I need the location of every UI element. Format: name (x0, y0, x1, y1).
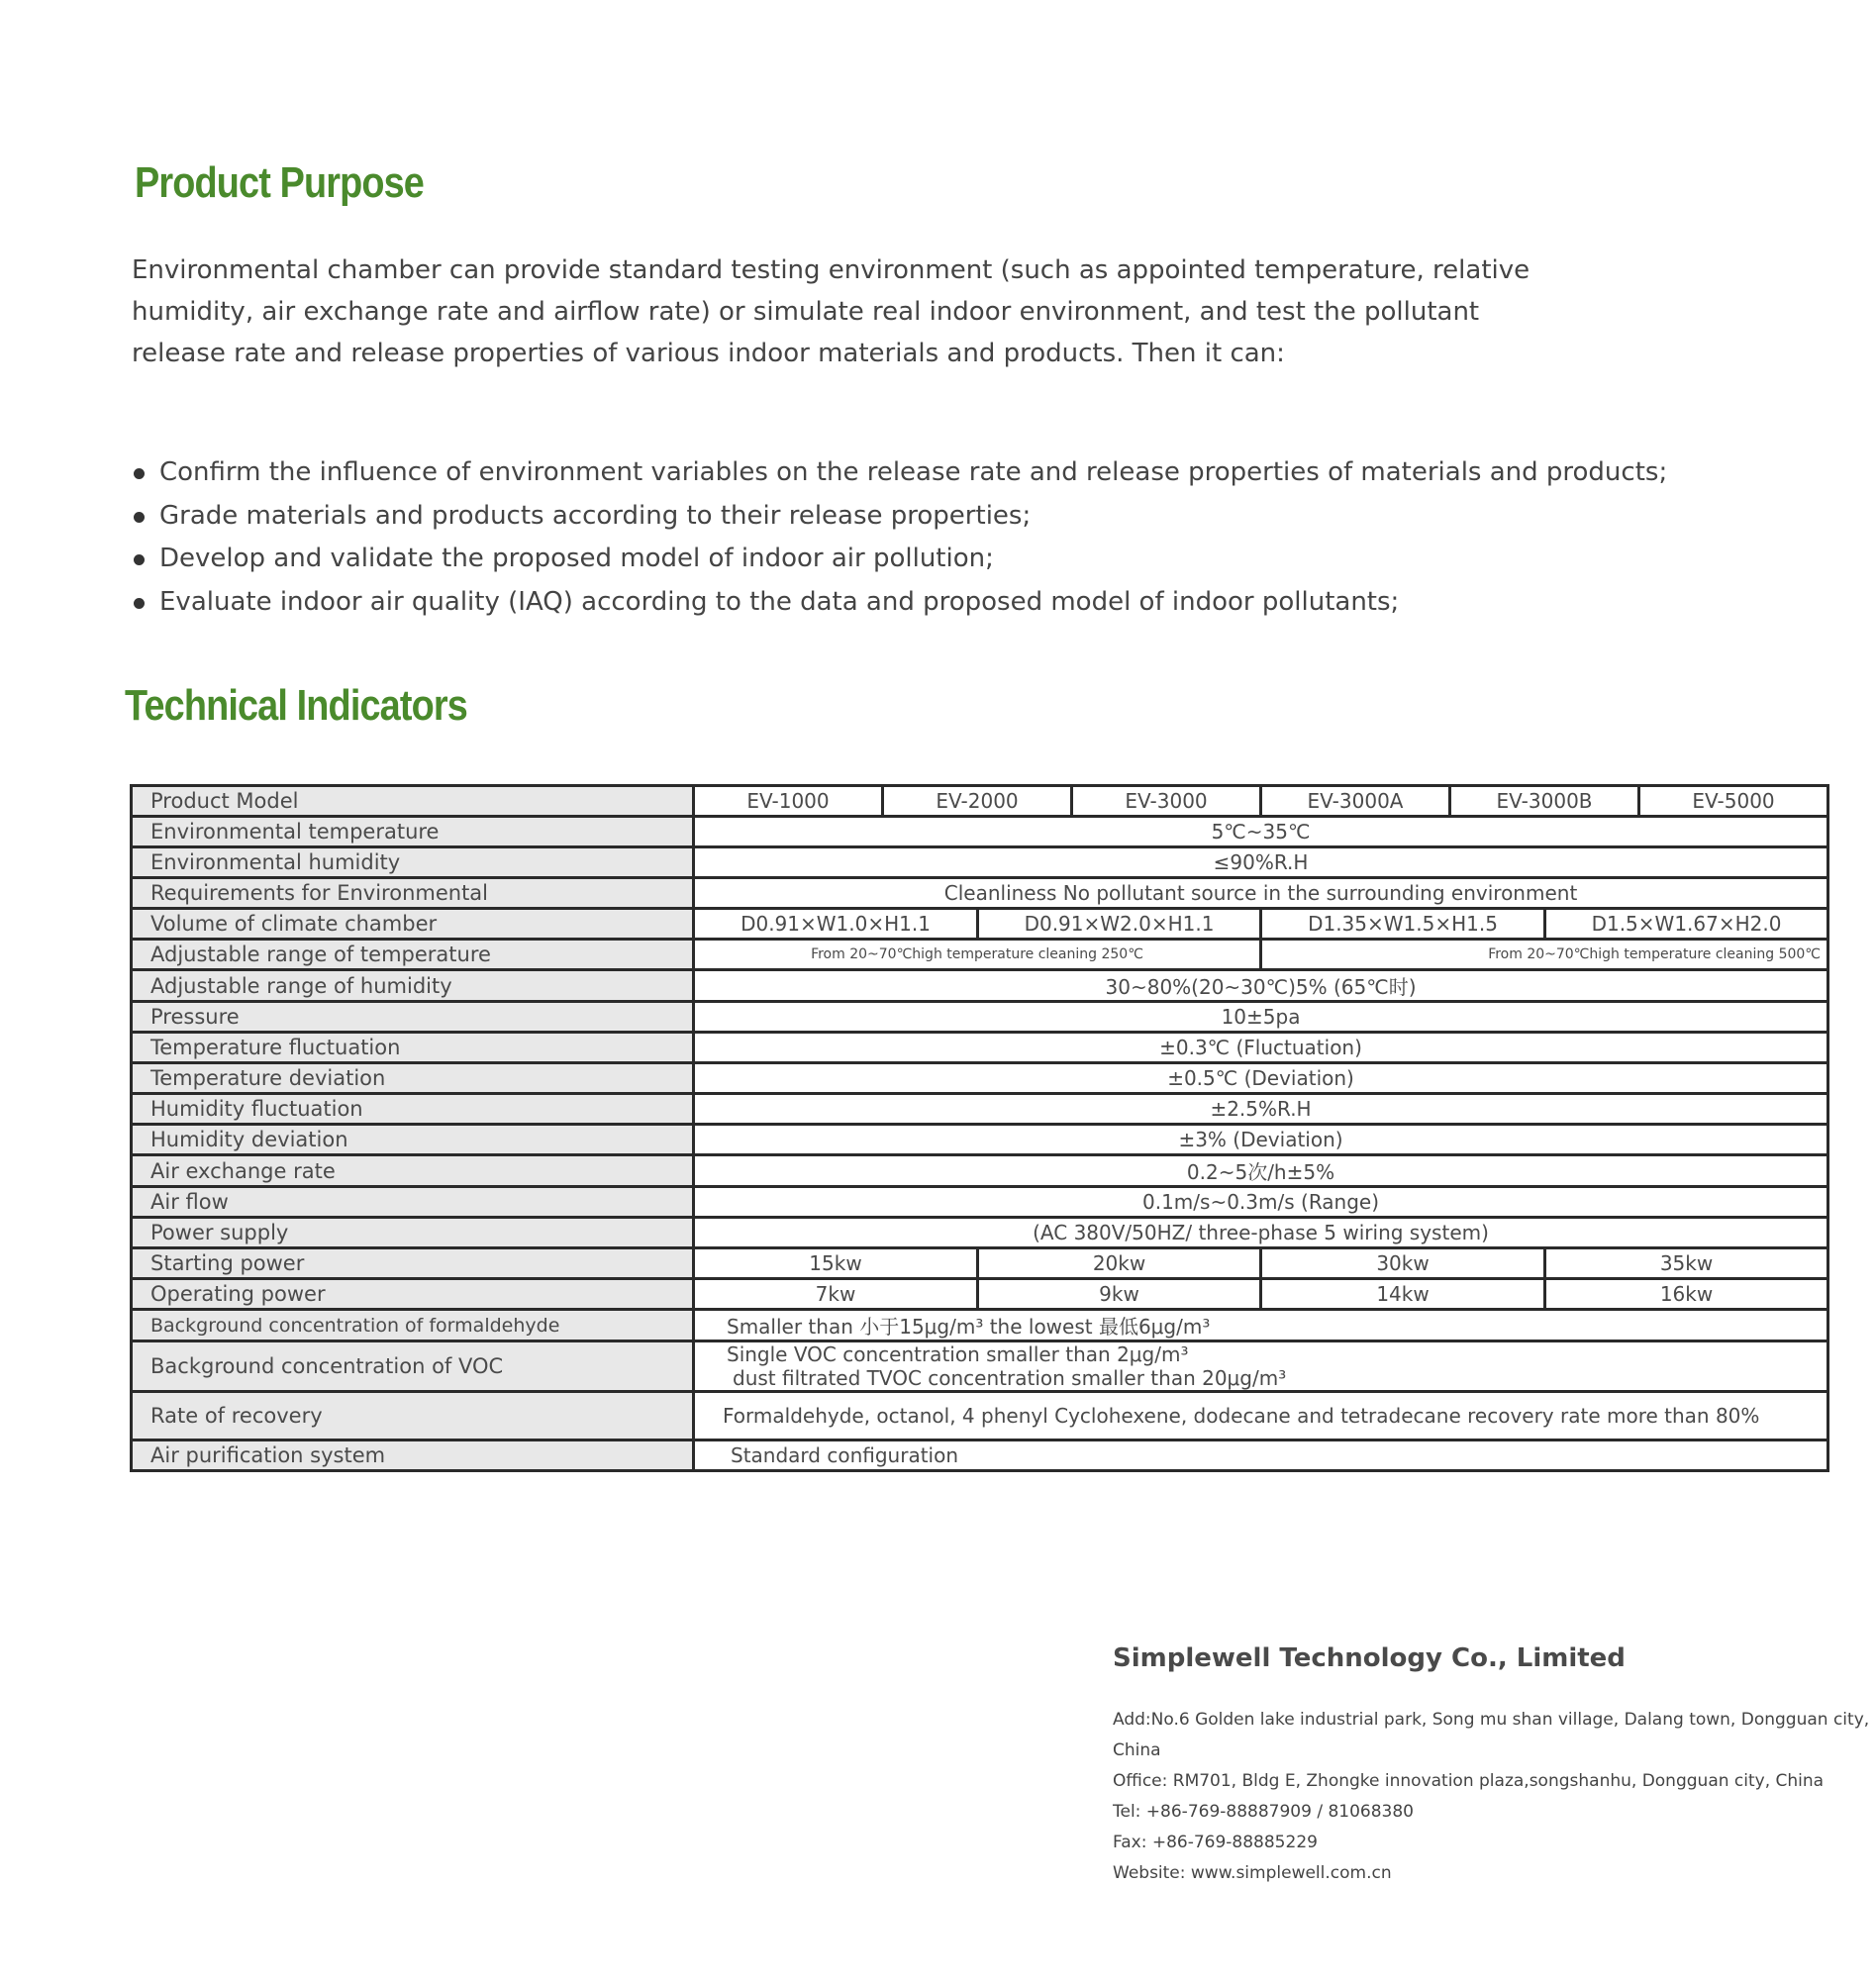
table-row (132, 1155, 1828, 1187)
table-row (132, 817, 1828, 847)
bullet-dot-icon (134, 598, 145, 609)
row-label: Air exchange rate (132, 1155, 694, 1187)
value-cell: 30kw (1261, 1248, 1545, 1279)
value-cell: 9kw (978, 1279, 1261, 1310)
row-label: Pressure (132, 1002, 694, 1033)
value-cell: ±2.5%R.H (694, 1094, 1828, 1125)
table-row (132, 1063, 1828, 1094)
row-label: Starting power (132, 1248, 694, 1279)
website-line: Website: www.simplewell.com.cn (1113, 1863, 1392, 1883)
row-label: Adjustable range of temperature (132, 940, 694, 970)
table-row (132, 847, 1828, 878)
row-label: Environmental humidity (132, 847, 694, 878)
contact-info (1113, 1705, 1876, 1889)
row-label: Volume of climate chamber (132, 909, 694, 940)
value-cell: ≤90%R.H (694, 847, 1828, 878)
table-row (132, 1218, 1828, 1248)
bullet-text: Confirm the influence of environment variables on the release rate and release properties of materials and products; (159, 457, 1668, 487)
bullet-text: Grade materials and products according to their release properties; (159, 500, 1032, 531)
table-row (132, 1248, 1828, 1279)
row-label: Background concentration of VOC (132, 1341, 694, 1392)
tel-line: Tel: +86-769-88887909 / 81068380 (1113, 1802, 1414, 1822)
technical-indicators-heading: Technical Indicators (125, 681, 467, 730)
row-label: Background concentration of formaldehyde (132, 1310, 694, 1341)
value-cell: 10±5pa (694, 1002, 1828, 1033)
value-cell: 35kw (1545, 1248, 1828, 1279)
value-cell: ±3% (Deviation) (694, 1125, 1828, 1155)
table-row (132, 1279, 1828, 1310)
row-label: Requirements for Environmental (132, 878, 694, 909)
value-cell: D1.5×W1.67×H2.0 (1545, 909, 1828, 940)
bullet-item (132, 538, 1667, 581)
bullet-item (132, 581, 1667, 625)
row-label: Temperature deviation (132, 1063, 694, 1094)
value-cell: ±0.3℃ (Fluctuation) (694, 1033, 1828, 1063)
office-line: Office: RM701, Bldg E, Zhongke innovation plaza,songshanhu, Dongguan city, China (1113, 1771, 1825, 1791)
model-cell: EV-3000 (1072, 786, 1261, 817)
value-cell: D0.91×W2.0×H1.1 (978, 909, 1261, 940)
value-cell: 14kw (1261, 1279, 1545, 1310)
value-cell: (AC 380V/50HZ/ three-phase 5 wiring system) (694, 1218, 1828, 1248)
value-cell: Cleanliness No pollutant source in the surrounding environment (694, 878, 1828, 909)
bullet-dot-icon (134, 512, 145, 523)
value-cell: Formaldehyde, octanol, 4 phenyl Cyclohexene, dodecane and tetradecane recovery rate more than 80% (694, 1392, 1828, 1440)
value-cell: Standard configuration (694, 1440, 1828, 1471)
row-label: Air flow (132, 1187, 694, 1218)
row-label: Operating power (132, 1279, 694, 1310)
bullet-dot-icon (134, 554, 145, 565)
row-label: Environmental temperature (132, 817, 694, 847)
address-line: Add:No.6 Golden lake industrial park, Song mu shan village, Dalang town, Dongguan city, China (1113, 1710, 1870, 1760)
value-cell: 7kw (694, 1279, 978, 1310)
row-label: Product Model (132, 786, 694, 817)
value-cell: 30~80%(20~30℃)5% (65℃时) (694, 970, 1828, 1002)
value-cell: D1.35×W1.5×H1.5 (1261, 909, 1545, 940)
model-cell: EV-3000B (1450, 786, 1639, 817)
table-row (132, 970, 1828, 1002)
table-row (132, 1341, 1828, 1392)
table-row (132, 1187, 1828, 1218)
row-label: Temperature fluctuation (132, 1033, 694, 1063)
model-cell: EV-2000 (883, 786, 1072, 817)
model-cell: EV-5000 (1639, 786, 1828, 817)
row-label: Humidity fluctuation (132, 1094, 694, 1125)
table-row (132, 786, 1828, 817)
value-cell: 0.1m/s~0.3m/s (Range) (694, 1187, 1828, 1218)
row-label: Rate of recovery (132, 1392, 694, 1440)
table-row (132, 1033, 1828, 1063)
fax-line: Fax: +86-769-88885229 (1113, 1833, 1318, 1852)
product-purpose-heading: Product Purpose (135, 158, 424, 207)
value-cell: ±0.5℃ (Deviation) (694, 1063, 1828, 1094)
company-name: Simplewell Technology Co., Limited (1113, 1643, 1626, 1673)
value-cell: Smaller than 小于15μg/m³ the lowest 最低6μg/m³ (694, 1310, 1828, 1341)
technical-spec-table (130, 784, 1829, 1472)
table-row (132, 878, 1828, 909)
value-cell (694, 1341, 1828, 1392)
bullet-text: Evaluate indoor air quality (IAQ) according to the data and proposed model of indoor pollutants; (159, 586, 1400, 617)
bullet-item (132, 495, 1667, 539)
row-label: Power supply (132, 1218, 694, 1248)
voc-line: Single VOC concentration smaller than 2μg/m³ (727, 1342, 1189, 1366)
table-row (132, 909, 1828, 940)
table-row (132, 1094, 1828, 1125)
value-cell: From 20~70℃high temperature cleaning 500℃ (1261, 940, 1828, 970)
model-cell: EV-1000 (694, 786, 883, 817)
row-label: Air purification system (132, 1440, 694, 1471)
value-cell: D0.91×W1.0×H1.1 (694, 909, 978, 940)
voc-line: dust filtrated TVOC concentration smaller than 20μg/m³ (733, 1366, 1287, 1390)
value-cell: From 20~70℃high temperature cleaning 250℃ (694, 940, 1261, 970)
purpose-bullet-list (132, 451, 1667, 624)
table-row (132, 1440, 1828, 1471)
table-row (132, 1392, 1828, 1440)
row-label: Humidity deviation (132, 1125, 694, 1155)
intro-paragraph: Environmental chamber can provide standard testing environment (such as appointed temperature, relative humidity, air exchange rate and airflow rate) or simulate real indoor environment, and test the pollutant release rate and release properties of various indoor materials and products. Then it can: (132, 255, 1530, 368)
value-cell: 20kw (978, 1248, 1261, 1279)
bullet-dot-icon (134, 468, 145, 479)
value-cell: 0.2~5次/h±5% (694, 1155, 1828, 1187)
row-label: Adjustable range of humidity (132, 970, 694, 1002)
table-row (132, 1310, 1828, 1341)
model-cell: EV-3000A (1261, 786, 1450, 817)
bullet-item (132, 451, 1667, 495)
value-cell: 5℃~35℃ (694, 817, 1828, 847)
table-row (132, 1002, 1828, 1033)
value-cell: 15kw (694, 1248, 978, 1279)
bullet-text: Develop and validate the proposed model of indoor air pollution; (159, 544, 994, 573)
table-row (132, 1125, 1828, 1155)
table-row (132, 940, 1828, 970)
value-cell: 16kw (1545, 1279, 1828, 1310)
